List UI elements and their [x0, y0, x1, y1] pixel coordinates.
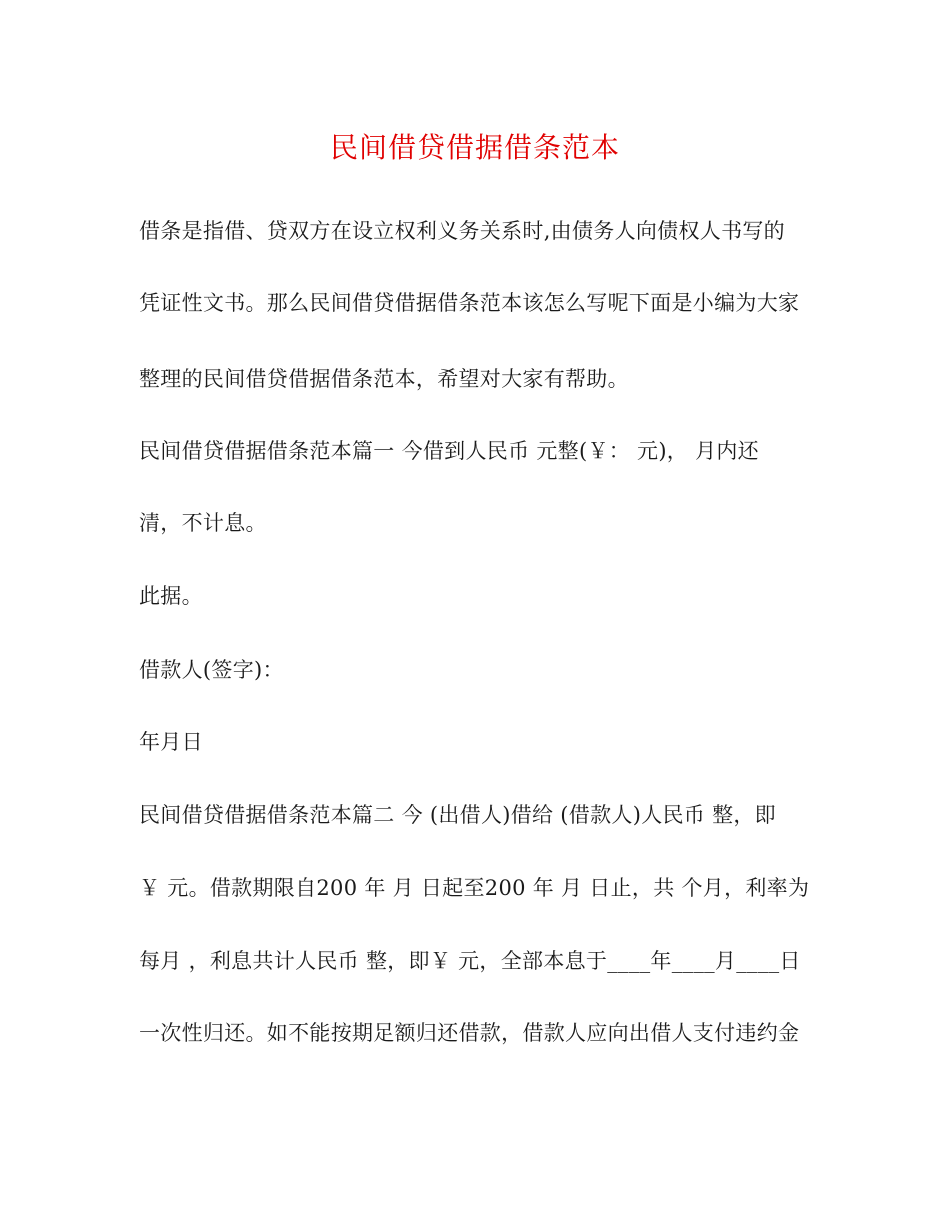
text-line: 一次性归还。如不能按期足额归还借款，借款人应向出借人支付违约金	[139, 1021, 800, 1045]
text-line: ￥ 元。借款期限自200 年 月 日起至200 年 月 日止，共 个月，利率为	[139, 876, 810, 900]
text-line: 每月 ，利息共计人民币 整，即￥ 元，全部本息于____年____月____日	[139, 949, 801, 973]
document-title: 民间借贷借据借条范本	[329, 131, 620, 164]
text-line: 借款人(签字)：	[139, 658, 284, 682]
text-line: 凭证性文书。那么民间借贷借据借条范本该怎么写呢下面是小编为大家	[139, 291, 800, 315]
text-line: 此据。	[139, 584, 203, 608]
text-line: 借条是指借、贷双方在设立权利义务关系时,由债务人向债权人书写的	[139, 219, 785, 243]
text-line: 年月日	[139, 730, 203, 754]
text-line: 民间借贷借据借条范本篇二 今 (出借人)借给 (借款人)人民币 整，即	[139, 803, 776, 827]
text-line: 民间借贷借据借条范本篇一 今借到人民币 元整(￥： 元)， 月内还	[139, 439, 759, 463]
text-line: 清，不计息。	[139, 511, 267, 535]
text-line: 整理的民间借贷借据借条范本，希望对大家有帮助。	[139, 367, 629, 391]
